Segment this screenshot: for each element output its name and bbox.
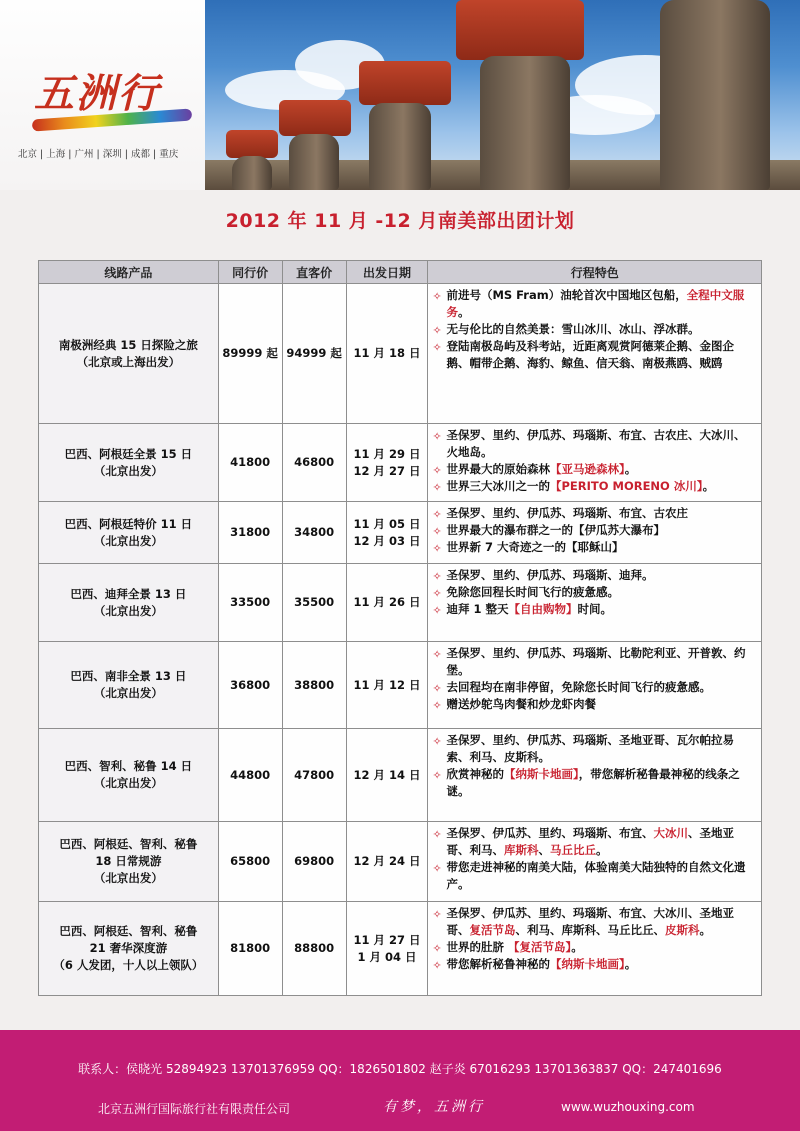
feature-text: 世界新 7 大奇迹之一的【耶稣山】 [446,540,624,554]
feature-item [432,679,755,696]
departure-date-cell [346,424,428,502]
departure-date: 11 月 27 日 [353,932,421,947]
feature-highlight: 大冰川 [653,826,688,840]
feature-item [432,956,755,973]
retail-price-cell: 35500 [282,564,346,642]
table-row [39,642,762,729]
diamond-bullet-icon: ✧ [432,769,442,782]
feature-highlight: 库斯科 [503,843,539,857]
retail-price-cell: 38800 [282,642,346,729]
feature-text: 圣保罗、里约、伊瓜苏、玛瑙斯、比勒陀利亚、开普敦、约堡。 [446,646,746,677]
feature-item [432,825,755,859]
diamond-bullet-icon: ✧ [432,324,442,337]
slogan: 有梦，五洲行 [383,1099,485,1115]
features-cell [428,902,762,996]
departure-date-cell [346,902,428,996]
moai-statue [650,0,780,190]
feature-item [432,567,755,584]
feature-text: 世界最大的原始森林 [446,462,550,476]
diamond-bullet-icon: ✧ [432,699,442,712]
retail-price-cell: 94999 起 [282,284,346,424]
feature-text: 。 [571,940,583,954]
departure-date-cell [346,284,428,424]
table-row [39,502,762,564]
diamond-bullet-icon: ✧ [432,570,442,583]
route-line: （北京或上海出发） [76,354,181,369]
trade-price-cell: 81800 [218,902,282,996]
departure-date: 1 月 04 日 [357,949,417,964]
moai-statue [450,0,590,190]
feature-highlight: 全程中文服务 [446,288,745,319]
feature-text: 世界的肚脐 [446,940,508,954]
website-link[interactable]: www.wuzhouxing.com [561,1100,695,1114]
column-header: 同行价 [218,261,282,284]
diamond-bullet-icon: ✧ [432,464,442,477]
moai-statue [355,55,455,190]
feature-item [432,287,755,321]
contact-info: 联系人：侯晓光 52894923 13701376959 QQ：1826501802 赵子炎 67016293 13701363837 QQ：247401696 [78,1062,722,1076]
feature-text: 时间。 [577,602,612,616]
diamond-bullet-icon: ✧ [432,682,442,695]
departure-date: 11 月 12 日 [353,677,421,692]
route-line: （北京出发） [93,871,163,885]
route-cell [39,822,219,902]
feature-text: 带您走进神秘的南美大陆，体验南美大陆独特的自然文化遗产。 [446,860,746,891]
trade-price-cell: 36800 [218,642,282,729]
route-line: （北京出发） [93,776,163,790]
route-line: （北京出发） [93,463,163,478]
retail-price-cell: 47800 [282,729,346,822]
column-header: 行程特色 [428,261,762,284]
table-row [39,822,762,902]
diamond-bullet-icon: ✧ [432,648,442,661]
route-cell [39,424,219,502]
footer-bar [0,1030,800,1131]
feature-text: 。 [624,957,637,971]
table-header-row [39,261,762,284]
departure-date-cell [346,729,428,822]
company-name: 北京五洲行国际旅行社有限责任公司 [98,1102,291,1116]
feature-item [432,478,755,495]
diamond-bullet-icon: ✧ [432,525,442,538]
trade-price-cell: 65800 [218,822,282,902]
departure-date-cell [346,502,428,564]
page-title: 2012 年 11 月 -12 月南美部出团计划 [225,210,575,232]
feature-text: 。 [702,479,715,493]
route-cell [39,729,219,822]
feature-item [432,584,755,601]
departure-date: 12 月 27 日 [353,463,421,478]
route-line: 21 奢华深度游 [89,941,168,955]
column-header: 出发日期 [346,261,428,284]
trade-price-cell: 41800 [218,424,282,502]
departure-date: 11 月 29 日 [353,446,421,461]
column-header: 直客价 [282,261,346,284]
feature-text: 无与伦比的自然美景：雪山冰川、冰山、浮冰群。 [446,322,700,336]
route-cell [39,902,219,996]
route-line: （北京出发） [93,533,163,548]
feature-text: 。 [595,843,608,857]
logo-cities: 北京 | 上海 | 广州 | 深圳 | 成都 | 重庆 [18,149,179,160]
diamond-bullet-icon: ✧ [432,959,442,972]
feature-highlight: 【纳斯卡地画】 [503,767,579,781]
column-header: 线路产品 [39,261,219,284]
feature-highlight: 【自由购物】 [508,602,578,616]
diamond-bullet-icon: ✧ [432,508,442,521]
features-cell [428,502,762,564]
feature-item [432,338,755,372]
feature-text: 。 [624,462,637,476]
feature-text: 去回程均在南非停留，免除您长时间飞行的疲惫感。 [446,680,711,694]
departure-date: 11 月 26 日 [353,595,421,609]
feature-item [432,539,755,556]
table-row [39,424,762,502]
departure-date-cell [346,822,428,902]
feature-item [432,766,755,800]
features-cell [428,564,762,642]
feature-text: 登陆南极岛屿及科考站，近距离观赏阿德莱企鹅、金图企鹅、帽带企鹅、海豹、鲸鱼、信天翁、南极燕鸥、贼鸥 [446,339,734,370]
feature-text: 圣保罗、里约、伊瓜苏、玛瑙斯、圣地亚哥、瓦尔帕拉易索、利马、皮斯科。 [446,733,734,764]
route-line: 南极洲经典 15 日探险之旅 [58,337,198,352]
diamond-bullet-icon: ✧ [432,290,442,303]
feature-highlight: 马丘比丘 [549,843,596,857]
feature-item [432,321,755,338]
feature-item [432,505,755,522]
feature-text: 赠送炒鸵鸟肉餐和炒龙虾肉餐 [446,697,596,711]
feature-text: 免除您回程长时间飞行的疲惫感。 [446,585,619,599]
route-cell [39,564,219,642]
logo-text: 五洲行 [34,70,160,117]
feature-highlight: 【PERITO MORENO 冰川】 [549,479,703,493]
features-cell [428,424,762,502]
trade-price-cell: 89999 起 [218,284,282,424]
route-line: 巴西、阿根廷全景 15 日 [64,446,193,461]
feature-text: 圣保罗、里约、伊瓜苏、玛瑙斯、迪拜。 [446,568,654,582]
feature-highlight: 【亚马逊森林】 [549,462,625,476]
diamond-bullet-icon: ✧ [432,542,442,555]
retail-price-cell: 46800 [282,424,346,502]
feature-item [432,732,755,766]
route-line: 巴西、阿根廷、智利、秘鲁 [59,837,198,851]
feature-text: 圣保罗、伊瓜苏、里约、玛瑙斯、布宜、大冰川、圣地亚哥、 [446,906,734,937]
trade-price-cell: 31800 [218,502,282,564]
feature-text: 、 [538,843,550,857]
feature-text: 欣赏神秘的 [446,767,504,781]
features-cell [428,822,762,902]
route-cell [39,284,219,424]
feature-item [432,905,755,939]
feature-item [432,645,755,679]
feature-text: 圣保罗、里约、伊瓜苏、玛瑙斯、布宜、古农庄 [446,506,688,520]
route-line: 巴西、迪拜全景 13 日 [70,586,187,601]
feature-text: 、圣地亚哥、利马、 [446,826,734,857]
retail-price-cell: 34800 [282,502,346,564]
departure-date-cell [346,642,428,729]
table-row [39,729,762,822]
table-row [39,284,762,424]
table-row [39,902,762,996]
route-line: 巴西、南非全景 13 日 [70,669,187,683]
feature-text: 。 [699,923,711,937]
feature-text: 迪拜 1 整天 [446,602,509,616]
feature-text: ，带您解析秘鲁最神秘的线条之谜。 [446,767,740,798]
feature-text: 、利马、库斯科、马丘比丘、 [515,923,665,937]
feature-text: 带您解析秘鲁神秘的 [446,957,550,971]
feature-highlight: 皮斯科 [664,923,700,937]
departure-date: 11 月 05 日 [353,516,421,531]
route-line: 巴西、智利、秘鲁 14 日 [64,759,193,773]
feature-text: 。 [457,305,470,319]
feature-item [432,601,755,618]
feature-item [432,859,755,893]
retail-price-cell: 69800 [282,822,346,902]
route-line: 巴西、阿根廷、智利、秘鲁 [59,924,198,938]
departure-date: 11 月 18 日 [353,346,421,360]
feature-highlight: 【复活节岛】 [507,940,572,954]
route-line: （北京出发） [93,686,163,700]
feature-item [432,522,755,539]
feature-item [432,461,755,478]
feature-item [432,696,755,713]
features-cell [428,729,762,822]
route-line: （6 人发团，十人以上领队） [53,958,204,972]
route-cell [39,642,219,729]
route-line: （北京出发） [93,603,163,618]
header-banner [0,0,800,190]
departure-date: 12 月 24 日 [353,854,421,868]
diamond-bullet-icon: ✧ [432,341,442,354]
route-cell [39,502,219,564]
trade-price-cell: 33500 [218,564,282,642]
moai-statue [220,130,280,190]
diamond-bullet-icon: ✧ [432,942,442,955]
route-line: 巴西、阿根廷特价 11 日 [64,516,193,531]
features-cell [428,642,762,729]
diamond-bullet-icon: ✧ [432,587,442,600]
features-cell [428,284,762,424]
diamond-bullet-icon: ✧ [432,908,442,921]
diamond-bullet-icon: ✧ [432,604,442,617]
moai-statue [275,90,355,190]
departure-date-cell [346,564,428,642]
feature-item [432,427,755,461]
feature-text: 世界三大冰川之一的 [446,479,550,493]
table-body [39,284,762,996]
feature-text: 圣保罗、伊瓜苏、里约、玛瑙斯、布宜、 [446,826,654,840]
feature-text: 前进号（MS Fram）油轮首次中国地区包船， [446,288,687,302]
departure-date: 12 月 14 日 [353,767,421,782]
feature-item [432,939,755,956]
feature-highlight: 【纳斯卡地画】 [549,957,625,971]
diamond-bullet-icon: ✧ [432,735,442,748]
trade-price-cell: 44800 [218,729,282,822]
feature-text: 圣保罗、里约、伊瓜苏、玛瑙斯、布宜、古农庄、大冰川、火地岛。 [446,428,746,459]
feature-highlight: 复活节岛 [469,923,516,937]
departure-date: 12 月 03 日 [353,533,421,548]
diamond-bullet-icon: ✧ [432,828,442,841]
diamond-bullet-icon: ✧ [432,481,442,494]
table-row [39,564,762,642]
retail-price-cell: 88800 [282,902,346,996]
diamond-bullet-icon: ✧ [432,430,442,443]
brand-logo [18,62,208,172]
diamond-bullet-icon: ✧ [432,862,442,875]
tour-plan-table [38,260,762,996]
route-line: 18 日常规游 [95,854,162,868]
feature-text: 世界最大的瀑布群之一的【伊瓜苏大瀑布】 [446,523,665,537]
